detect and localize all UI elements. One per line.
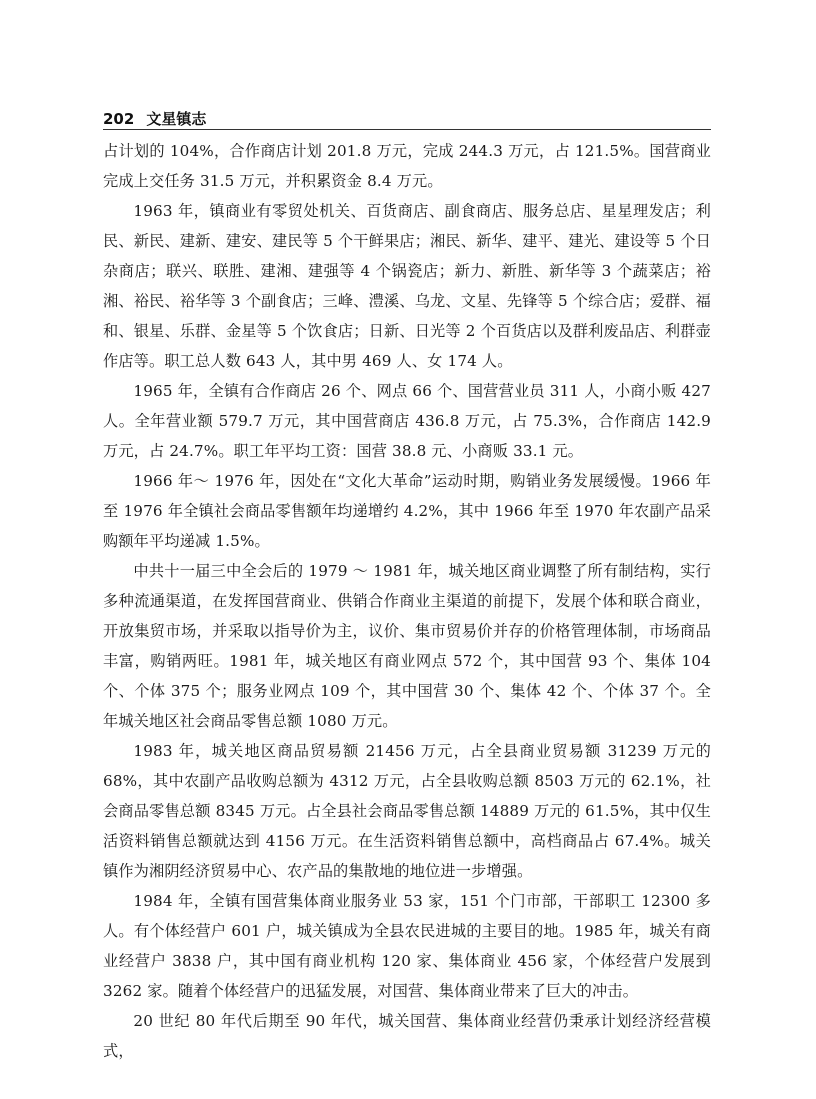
paragraph-1966-1976: 1966 年～ 1976 年，因处在“文化大革命”运动时期，购销业务发展缓慢。1966 年至 1976 年全镇社会商品零售额年均递增约 4.2%，其中 1966 年至 1970 年农副产品采购额年平均递减 1.5%。 [103, 472, 711, 550]
paragraph-1980s-1990s: 20 世纪 80 年代后期至 90 年代，城关国营、集体商业经营仍秉承计划经济经营模式， [103, 1012, 711, 1060]
page-number: 202 [103, 110, 135, 128]
paragraph-1983: 1983 年，城关地区商品贸易额 21456 万元，占全县商业贸易额 31239 万元的 68%，其中农副产品收购总额为 4312 万元，占全县收购总额 8503 万元的 62.1%，社会商品零售总额 8345 万元。占全县社会商品零售总额 14889 万元的 61.5%，其中仅生活资料销售总额就达到 4156 万元。在生活资料销售总额中，高档商品占 67.4%。城关镇作为湘阴经济贸易中心、农产品的集散地的地位进一步增强。 [103, 742, 711, 880]
book-title: 文星镇志 [146, 110, 207, 128]
paragraph-1963: 1963 年，镇商业有零贸处机关、百货商店、副食商店、服务总店、星星理发店；利民、新民、建新、建安、建民等 5 个干鲜果店；湘民、新华、建平、建光、建设等 5 个日杂商店；联兴、联胜、建湘、建强等 4 个锅瓷店；新力、新胜、新华等 3 个蔬菜店；裕湘、裕民、裕华等 3 个副食店；三峰、澧溪、乌龙、文星、先锋等 5 个综合店；爱群、福和、银星、乐群、金星等 5 个饮食店；日新、日光等 2 个百货店以及群利废品店、利群壶作店等。职工总人数 643 人，其中男 469 人、女 174 人。 [103, 202, 711, 370]
book-page [103, 108, 711, 1066]
paragraph-1965: 1965 年，全镇有合作商店 26 个、网点 66 个、国营营业员 311 人，小商小贩 427 人。全年营业额 579.7 万元，其中国营商店 436.8 万元，占 75.3%，合作商店 142.9 万元，占 24.7%。职工年平均工资：国营 38.8 元、小商贩 33.1 元。 [103, 382, 711, 460]
paragraph-continuation: 占计划的 104%，合作商店计划 201.8 万元，完成 244.3 万元，占 121.5%。国营商业完成上交任务 31.5 万元，并积累资金 8.4 万元。 [103, 142, 711, 190]
body-text [103, 136, 711, 1066]
paragraph-1984-1985: 1984 年，全镇有国营集体商业服务业 53 家，151 个门市部，干部职工 12300 多人。有个体经营户 601 户，城关镇成为全县农民进城的主要目的地。1985 年，城关有商业经营户 3838 户，其中国有商业机构 120 家、集体商业 456 家，个体经营户发展到 3262 家。随着个体经营户的迅猛发展，对国营、集体商业带来了巨大的冲击。 [103, 892, 711, 1000]
paragraph-1979-1981: 中共十一届三中全会后的 1979 ～ 1981 年，城关地区商业调整了所有制结构，实行多种流通渠道，在发挥国营商业、供销合作商业主渠道的前提下，发展个体和联合商业，开放集贸市场，并采取以指导价为主，议价、集市贸易价并存的价格管理体制，市场商品丰富，购销两旺。1981 年，城关地区有商业网点 572 个，其中国营 93 个、集体 104 个、个体 375 个；服务业网点 109 个，其中国营 30 个、集体 42 个、个体 37 个。全年城关地区社会商品零售总额 1080 万元。 [103, 562, 711, 730]
running-header [103, 108, 711, 130]
